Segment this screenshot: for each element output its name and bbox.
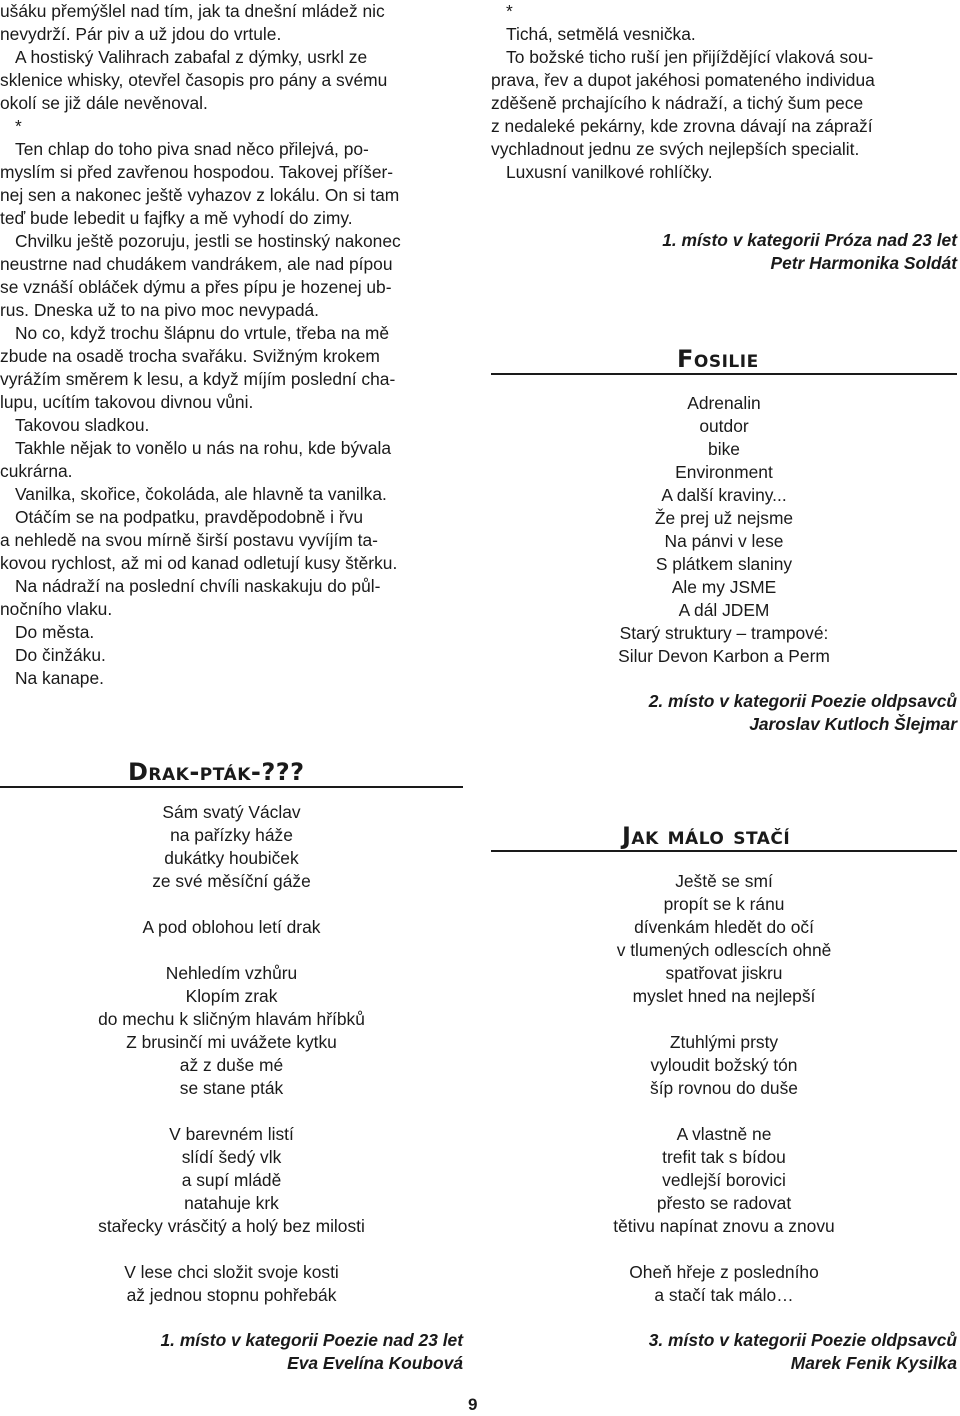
poem-line: dukátky houbiček bbox=[164, 848, 299, 868]
stanza-gap bbox=[491, 1238, 957, 1261]
poem-body bbox=[491, 870, 957, 1307]
prose-line: Na kanape. bbox=[15, 668, 104, 688]
stanza-gap bbox=[0, 939, 463, 962]
poem-line: se stane pták bbox=[179, 1078, 284, 1098]
prose-line: vyrážím směrem k lesu, a když míjím poslední cha- bbox=[0, 369, 396, 389]
prose-line: a nehledě na svou mírně širší postavu vyvíjím ta- bbox=[0, 530, 378, 550]
poem-body bbox=[491, 392, 957, 668]
poem-line: vedlejší borovici bbox=[662, 1170, 786, 1190]
poem-line: tětivu napínat znovu a znovu bbox=[613, 1216, 835, 1236]
right-prose bbox=[491, 0, 957, 184]
award-author: Eva Evelína Koubová bbox=[287, 1353, 463, 1373]
page-number: 9 bbox=[468, 1395, 478, 1414]
award-place: 1. místo v kategorii Próza nad 23 let bbox=[662, 230, 957, 250]
poem-line: A dál JDEM bbox=[678, 600, 770, 620]
poem-line: Ještě se smí bbox=[675, 871, 773, 891]
poem-line: Ztuhlými prsty bbox=[669, 1032, 779, 1052]
prose-line: teď bude lebedit u fajfky a mě vyhodí do zimy. bbox=[0, 208, 353, 228]
poem-line: do mechu k sličným hlavám hříbků bbox=[98, 1009, 365, 1029]
poem-line: Ale my JSME bbox=[671, 577, 777, 597]
prose-line: Do města. bbox=[15, 622, 95, 642]
poem-line: V lese chci složit svoje kosti bbox=[124, 1262, 339, 1282]
poem-title: Jak málo stačí bbox=[622, 822, 791, 850]
prose-line: zbude na osadě trocha svařáku. Svižným krokem bbox=[0, 346, 380, 366]
prose-line: neustrne nad chudákem vandrákem, ale nad pípou bbox=[0, 254, 393, 274]
poem-line: až z duše mé bbox=[179, 1055, 284, 1075]
poem-line: A pod oblohou letí drak bbox=[142, 917, 321, 937]
poem-line: S plátkem slaniny bbox=[655, 554, 793, 574]
poem-line: přesto se radovat bbox=[656, 1193, 792, 1213]
poem-line: až jednou stopnu pohřebák bbox=[126, 1285, 337, 1305]
prose-line: Chvilku ještě pozoruju, jestli se hostinský nakonec bbox=[15, 231, 401, 251]
poem-line: vyloudit božský tón bbox=[650, 1055, 798, 1075]
poem-line: Silur Devon Karbon a Perm bbox=[618, 646, 830, 666]
prose-award bbox=[491, 229, 957, 275]
poem-line: Nehledím vzhůru bbox=[165, 963, 298, 983]
prose-line: nočního vlaku. bbox=[0, 599, 113, 619]
prose-line: se vznáší obláček dýmu a přes pípu je hozenej ub- bbox=[0, 277, 392, 297]
poem-line: Starý struktury – trampové: bbox=[619, 623, 829, 643]
prose-line: prava, řev a dupot jakéhosi pomateného individua bbox=[491, 70, 875, 90]
award-place: 3. místo v kategorii Poezie oldpsavců bbox=[648, 1330, 957, 1350]
prose-line: Na nádraží na poslední chvíli naskakuju do půl- bbox=[15, 576, 381, 596]
prose-line: Tichá, setmělá vesnička. bbox=[506, 24, 696, 44]
poem-title: Fosilie bbox=[677, 345, 759, 373]
poem-line: na pařízky háže bbox=[170, 825, 293, 845]
stanza-gap bbox=[491, 1100, 957, 1123]
stanza-gap bbox=[0, 1238, 463, 1261]
poem-line: bike bbox=[708, 439, 740, 459]
prose-line: To božské ticho ruší jen přijíždějící vlaková sou- bbox=[506, 47, 874, 67]
award-author: Jaroslav Kutloch Šlejmar bbox=[749, 714, 957, 734]
poem-line: Z brusinčí mi uvážete kytku bbox=[126, 1032, 337, 1052]
poem-line: natahuje krk bbox=[184, 1193, 279, 1213]
prose-line: Takovou sladkou. bbox=[15, 415, 150, 435]
poem-line: A další kraviny... bbox=[661, 485, 787, 505]
poem-line: dívenkám hledět do očí bbox=[634, 917, 814, 937]
prose-line: Takhle nějak to vonělo u nás na rohu, kde bývala bbox=[15, 438, 392, 458]
poem-line: Že prej už nejsme bbox=[654, 508, 794, 528]
prose-line: lupu, ucítím takovou divnou vůni. bbox=[0, 392, 254, 412]
prose-line: z nedaleké pekárny, kde zrovna dávají na zápraží bbox=[491, 116, 873, 136]
award-place: 2. místo v kategorii Poezie oldpsavců bbox=[648, 691, 957, 711]
poem-title: Drak-pták-??? bbox=[128, 758, 305, 786]
prose-line: okolí se již dále nevěnoval. bbox=[0, 93, 208, 113]
poem-line: myslet hned na nejlepší bbox=[632, 986, 816, 1006]
prose-line: sklenice whisky, otevřel časopis pro pány a svému bbox=[0, 70, 388, 90]
stanza-gap bbox=[491, 1008, 957, 1031]
prose-line: vychladnout jednu ze svých nejlepších specialit. bbox=[491, 139, 860, 159]
prose-line: Otáčím se na podpatku, pravděpodobně i řvu bbox=[15, 507, 364, 527]
award-place: 1. místo v kategorii Poezie nad 23 let bbox=[160, 1330, 463, 1350]
poem-line: Adrenalin bbox=[687, 393, 761, 413]
prose-line: Luxusní vanilkové rohlíčky. bbox=[506, 162, 713, 182]
prose-line: myslím si před zavřenou hospodou. Takovej příšer- bbox=[0, 162, 394, 182]
poem-line: spatřovat jiskru bbox=[665, 963, 783, 983]
poem-line: v tlumených odlescích ohně bbox=[616, 940, 832, 960]
prose-line: Vanilka, skořice, čokoláda, ale hlavně ta vanilka. bbox=[15, 484, 387, 504]
prose-line: kovou rychlost, až mi od kanad odletují kusy štěrku. bbox=[0, 553, 398, 573]
poem-jak-malo-staci bbox=[491, 822, 957, 1375]
poem-line: a supí mládě bbox=[181, 1170, 282, 1190]
stanza-gap bbox=[0, 893, 463, 916]
poem-line: trefit tak s bídou bbox=[662, 1147, 786, 1167]
stanza-gap bbox=[0, 1100, 463, 1123]
poem-line: Klopím zrak bbox=[185, 986, 278, 1006]
prose-line: A hostiský Valihrach zabafal z dýmky, usrkl ze bbox=[15, 47, 368, 67]
prose-line: nevydrží. Pár piv a už jdou do vrtule. bbox=[0, 24, 282, 44]
prose-line: zděšeně prchajícího k nádraží, a tichý šum pece bbox=[491, 93, 864, 113]
poem-line: Oheň hřeje z posledního bbox=[629, 1262, 819, 1282]
poem-line: V barevném listí bbox=[169, 1124, 294, 1144]
prose-line: cukrárna. bbox=[0, 461, 73, 481]
section-separator: * bbox=[15, 116, 22, 136]
prose-line: No co, když trochu šlápnu do vrtule, třeba na mě bbox=[15, 323, 390, 343]
poem-line: a stačí tak málo… bbox=[654, 1285, 794, 1305]
section-separator: * bbox=[506, 1, 513, 21]
poem-drak-ptak bbox=[0, 758, 463, 1375]
poem-line: Environment bbox=[675, 462, 773, 482]
prose-line: rus. Dneska už to na pivo moc nevypadá. bbox=[0, 300, 320, 320]
poem-line: ze své měsíční gáže bbox=[152, 871, 311, 891]
prose-line: Do činžáku. bbox=[15, 645, 106, 665]
prose-line: Ten chlap do toho piva snad něco přilejvá, po- bbox=[15, 139, 369, 159]
left-prose bbox=[0, 0, 463, 690]
prose-line: nej sen a nakonec ještě vyhazov z lokálu. On si tam bbox=[0, 185, 400, 205]
poem-fosilie bbox=[491, 345, 957, 736]
poem-line: propít se k ránu bbox=[663, 894, 785, 914]
poem-line: šíp rovnou do duše bbox=[650, 1078, 798, 1098]
poem-line: A vlastně ne bbox=[676, 1124, 772, 1144]
award-author: Petr Harmonika Soldát bbox=[770, 253, 957, 273]
poem-line: Na pánvi v lese bbox=[664, 531, 784, 551]
poem-line: outdor bbox=[699, 416, 749, 436]
poem-line: slídí šedý vlk bbox=[181, 1147, 282, 1167]
poem-line: Sám svatý Václav bbox=[162, 802, 301, 822]
prose-line: ušáku přemýšlel nad tím, jak ta dnešní mládež nic bbox=[0, 1, 385, 21]
award-author: Marek Fenik Kysilka bbox=[790, 1353, 957, 1373]
poem-body bbox=[0, 801, 463, 1307]
poem-line: stařecky vrásčitý a holý bez milosti bbox=[98, 1216, 365, 1236]
